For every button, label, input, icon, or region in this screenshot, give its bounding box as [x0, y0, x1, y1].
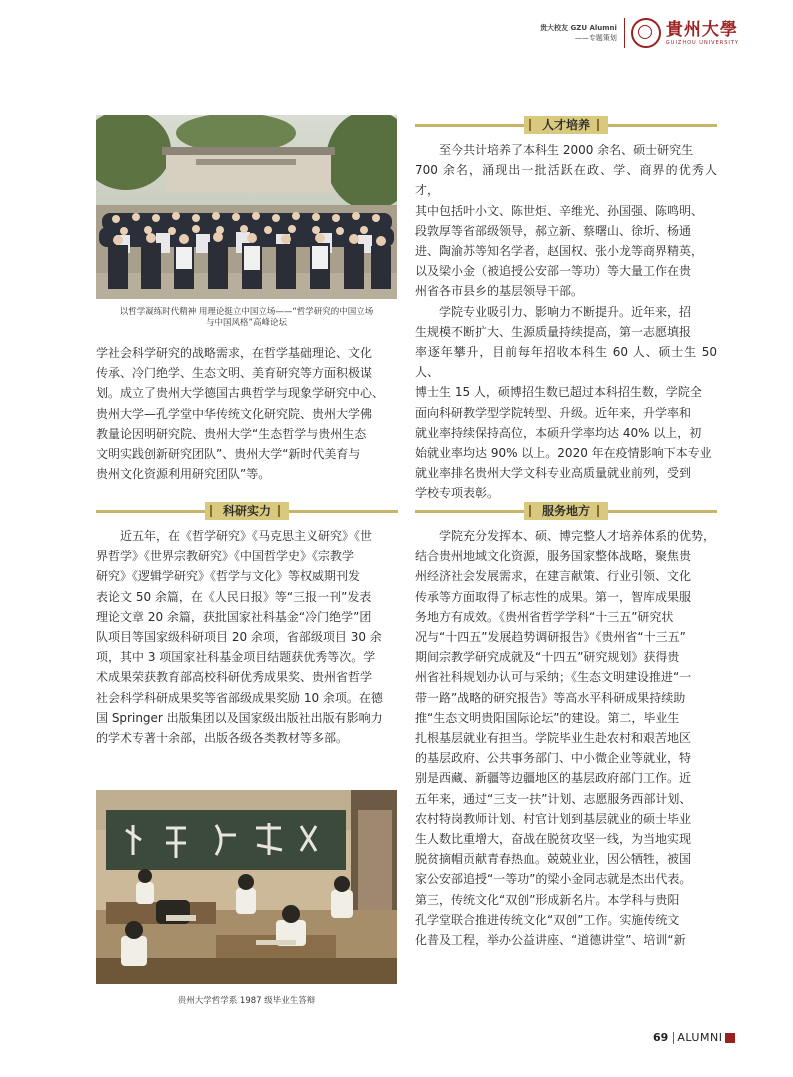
text-line: 率逐年攀升，目前每年招收本科生 60 人、硕士生 50 人、 — [415, 345, 717, 380]
text-line: 带一路”战略的研究报告》等高水平科研成果持续助 — [415, 690, 686, 705]
footer-word: ALUMNI — [677, 1031, 723, 1044]
text-line: 学社会科学研究的战略需求，在哲学基础理论、文化 — [96, 346, 373, 360]
section-rule — [289, 510, 398, 513]
caption-line: 与中国风格”高峰论坛 — [206, 318, 287, 328]
text-line: 生规模不断扩大、生源质量持续提高，第一志愿填报 — [415, 324, 692, 339]
defense-photo-caption: 贵州大学哲学系 1987 级毕业生答辩 — [177, 996, 316, 1006]
text-line: 就业率排名贵州大学文科专业高质量就业前列，受到 — [415, 466, 692, 481]
text-line: 就业率持续保持高位，本硕升学率均达 40% 以上，初 — [415, 425, 702, 440]
text-line: 结合贵州地域文化资源，服务国家整体战略，聚焦贵 — [415, 549, 692, 564]
footer-square-icon — [725, 1033, 735, 1043]
text-line: 别是西藏、新疆等边疆地区的基层政府部门工作。近 — [415, 771, 692, 786]
group-photo-image — [96, 115, 397, 299]
text-line: 贵州文化资源利用研究团队”等。 — [96, 467, 271, 482]
text-line: 推“生态文明贵阳国际论坛”的建设。第二，毕业生 — [415, 710, 680, 725]
text-line: 段敦厚等省部级领导，郝立新、蔡曙山、徐圻、杨通 — [415, 223, 692, 238]
section-rule — [608, 510, 717, 513]
text-line: 传承、冷门绝学、生态文明、美育研究等方面积极谋 — [96, 366, 373, 381]
text-line: 五年来，通过“三支一扶”计划、志愿服务西部计划、 — [415, 791, 692, 806]
text-line: 务地方有成效。《贵州省哲学学科“十三五”研究状 — [415, 609, 674, 624]
text-line: 州省社科规划办认可与采纳；《生态文明建设推进“一 — [415, 670, 692, 685]
text-line: 生人数比重增大，奋战在脱贫攻坚一线，为当地实现 — [415, 832, 692, 847]
text-line: 学院充分发挥本、硕、博完整人才培养体系的优势， — [415, 529, 716, 543]
text-line: 学院专业吸引力、影响力不断提升。近年来，招 — [415, 304, 692, 319]
magazine-title: 贵大校友 GZU Alumni — [540, 24, 617, 32]
section-rule — [96, 510, 205, 513]
text-line: 的学术专著十余部，出版各级各类教材等多部。 — [96, 731, 349, 746]
group-photo — [96, 115, 397, 299]
text-line: 进、陶渝苏等知名学者，赵国权、张小龙等商界精英， — [415, 244, 704, 259]
text-line: 表论文 50 余篇，在《人民日报》等“三报一刊”发表 — [96, 589, 372, 604]
text-line: 况与“十四五”发展趋势调研报告》《贵州省“十三五” — [415, 630, 686, 645]
text-line: 化普及工程，举办公益讲座、“道德讲堂”、培训“新 — [415, 933, 686, 948]
text-line: 贵州大学—孔学堂中华传统文化研究院、贵州大学佛 — [96, 406, 373, 421]
text-line: 国 Springer 出版集团以及国家级出版社出版有影响力 — [96, 710, 383, 725]
text-line: 以及梁小金（被追授公安部一等功）等大量工作在贵 — [415, 264, 692, 279]
section-header-talent — [415, 116, 717, 134]
text-line: 传承等方面取得了标志性的成果。第一，智库成果服 — [415, 589, 692, 604]
text-line: 近五年，在《哲学研究》《马克思主义研究》《世 — [96, 529, 373, 543]
text-line: 州省各市县乡的基层领导干部。 — [415, 284, 584, 299]
university-name: 貴州大學 — [665, 20, 738, 40]
footer-divider — [673, 1032, 674, 1044]
text-line: 社会科学科研成果奖等省部级成果奖励 10 余项。在德 — [96, 690, 383, 705]
text-line: 理论文章 20 余篇，获批国家社科基金“冷门绝学”团 — [96, 609, 372, 624]
text-line: 教量论因明研究院、贵州大学“生态哲学与贵州生态 — [96, 426, 367, 441]
text-line: 农村特岗教师计划、村官计划到基层就业的硕士毕业 — [415, 811, 692, 826]
page-footer — [653, 1031, 735, 1044]
text-line: 项，其中 3 项国家社科基金项目结题获优秀等次。学 — [96, 650, 376, 665]
text-line: 界哲学》《世界宗教研究》《中国哲学史》《宗教学 — [96, 549, 355, 564]
section-rule — [415, 124, 524, 127]
text-line: 至今共计培养了本科生 2000 余名、硕士研究生 — [415, 143, 694, 157]
text-line: 划。成立了贵州大学德国古典哲学与现象学研究中心、 — [96, 386, 385, 401]
text-line: 扎根基层就业有担当。学院毕业生赴农村和艰苦地区 — [415, 731, 692, 746]
caption-line: 以哲学凝练时代精神 用理论挺立中国立场——“哲学研究的中国立场 — [119, 307, 374, 317]
university-logo — [666, 20, 739, 46]
magazine-label — [540, 23, 617, 43]
text-line: 始就业率均达 90% 以上。2020 年在疫情影响下本专业 — [415, 446, 712, 461]
defense-photo — [96, 790, 397, 984]
text-line: 家公安部追授“一等功”的梁小金同志就是杰出代表。 — [415, 872, 692, 887]
header-divider — [624, 18, 625, 48]
section-rule — [608, 124, 717, 127]
text-line: 的基层政府、公共事务部门、中小微企业等就业，特 — [415, 751, 692, 766]
defense-photo-image — [96, 790, 397, 984]
page-header — [540, 16, 739, 50]
section-header-service — [415, 502, 717, 520]
text-line: 学校专项表彰。 — [415, 486, 500, 501]
text-line: 队项目等国家级科研项目 20 余项，省部级项目 30 余 — [96, 630, 382, 645]
text-line: 其中包括叶小文、陈世炬、辛维光、孙国强、陈鸣明、 — [415, 203, 704, 218]
text-line: 脱贫摘帽贡献青春热血。兢兢业业，因公牺牲，被国 — [415, 852, 692, 867]
text-line: 孔学堂联合推进传统文化“双创”工作。实施传统文 — [415, 912, 680, 927]
text-line: 文明实践创新研究团队”、贵州大学“新时代美育与 — [96, 447, 361, 462]
service-text — [415, 526, 717, 950]
column-title: ——专题策划 — [574, 34, 617, 42]
text-line: 第三，传统文化“双创”形成新名片。本学科与贵阳 — [415, 892, 680, 907]
group-photo-caption — [96, 307, 397, 329]
left-intro-text — [96, 343, 398, 484]
section-header-research — [96, 502, 398, 520]
university-seal-icon — [631, 18, 661, 48]
section-title: 服务地方 — [524, 502, 608, 520]
talent-text — [415, 140, 717, 504]
text-line: 期间宗教学研究成就及“十四五”研究规划》获得贵 — [415, 650, 680, 665]
text-line: 术成果荣获教育部高校科研优秀成果奖、贵州省哲学 — [96, 670, 373, 685]
text-line: 博士生 15 人，硕博招生数已超过本科招生数，学院全 — [415, 385, 702, 400]
text-line: 研究》《逻辑学研究》《哲学与文化》等权威期刊发 — [96, 569, 361, 584]
section-rule — [415, 510, 524, 513]
research-text — [96, 526, 398, 748]
section-title: 科研实力 — [205, 502, 289, 520]
university-name-en: GUIZHOU UNIVERSITY — [665, 40, 739, 46]
section-title: 人才培养 — [524, 116, 608, 134]
page-number: 69 — [653, 1031, 669, 1044]
text-line: 700 余名，涌现出一批活跃在政、学、商界的优秀人才， — [415, 163, 717, 198]
text-line: 州经济社会发展需求，在建言献策、行业引领、文化 — [415, 569, 692, 584]
text-line: 面向科研教学型学院转型、升级。近年来，升学率和 — [415, 405, 692, 420]
